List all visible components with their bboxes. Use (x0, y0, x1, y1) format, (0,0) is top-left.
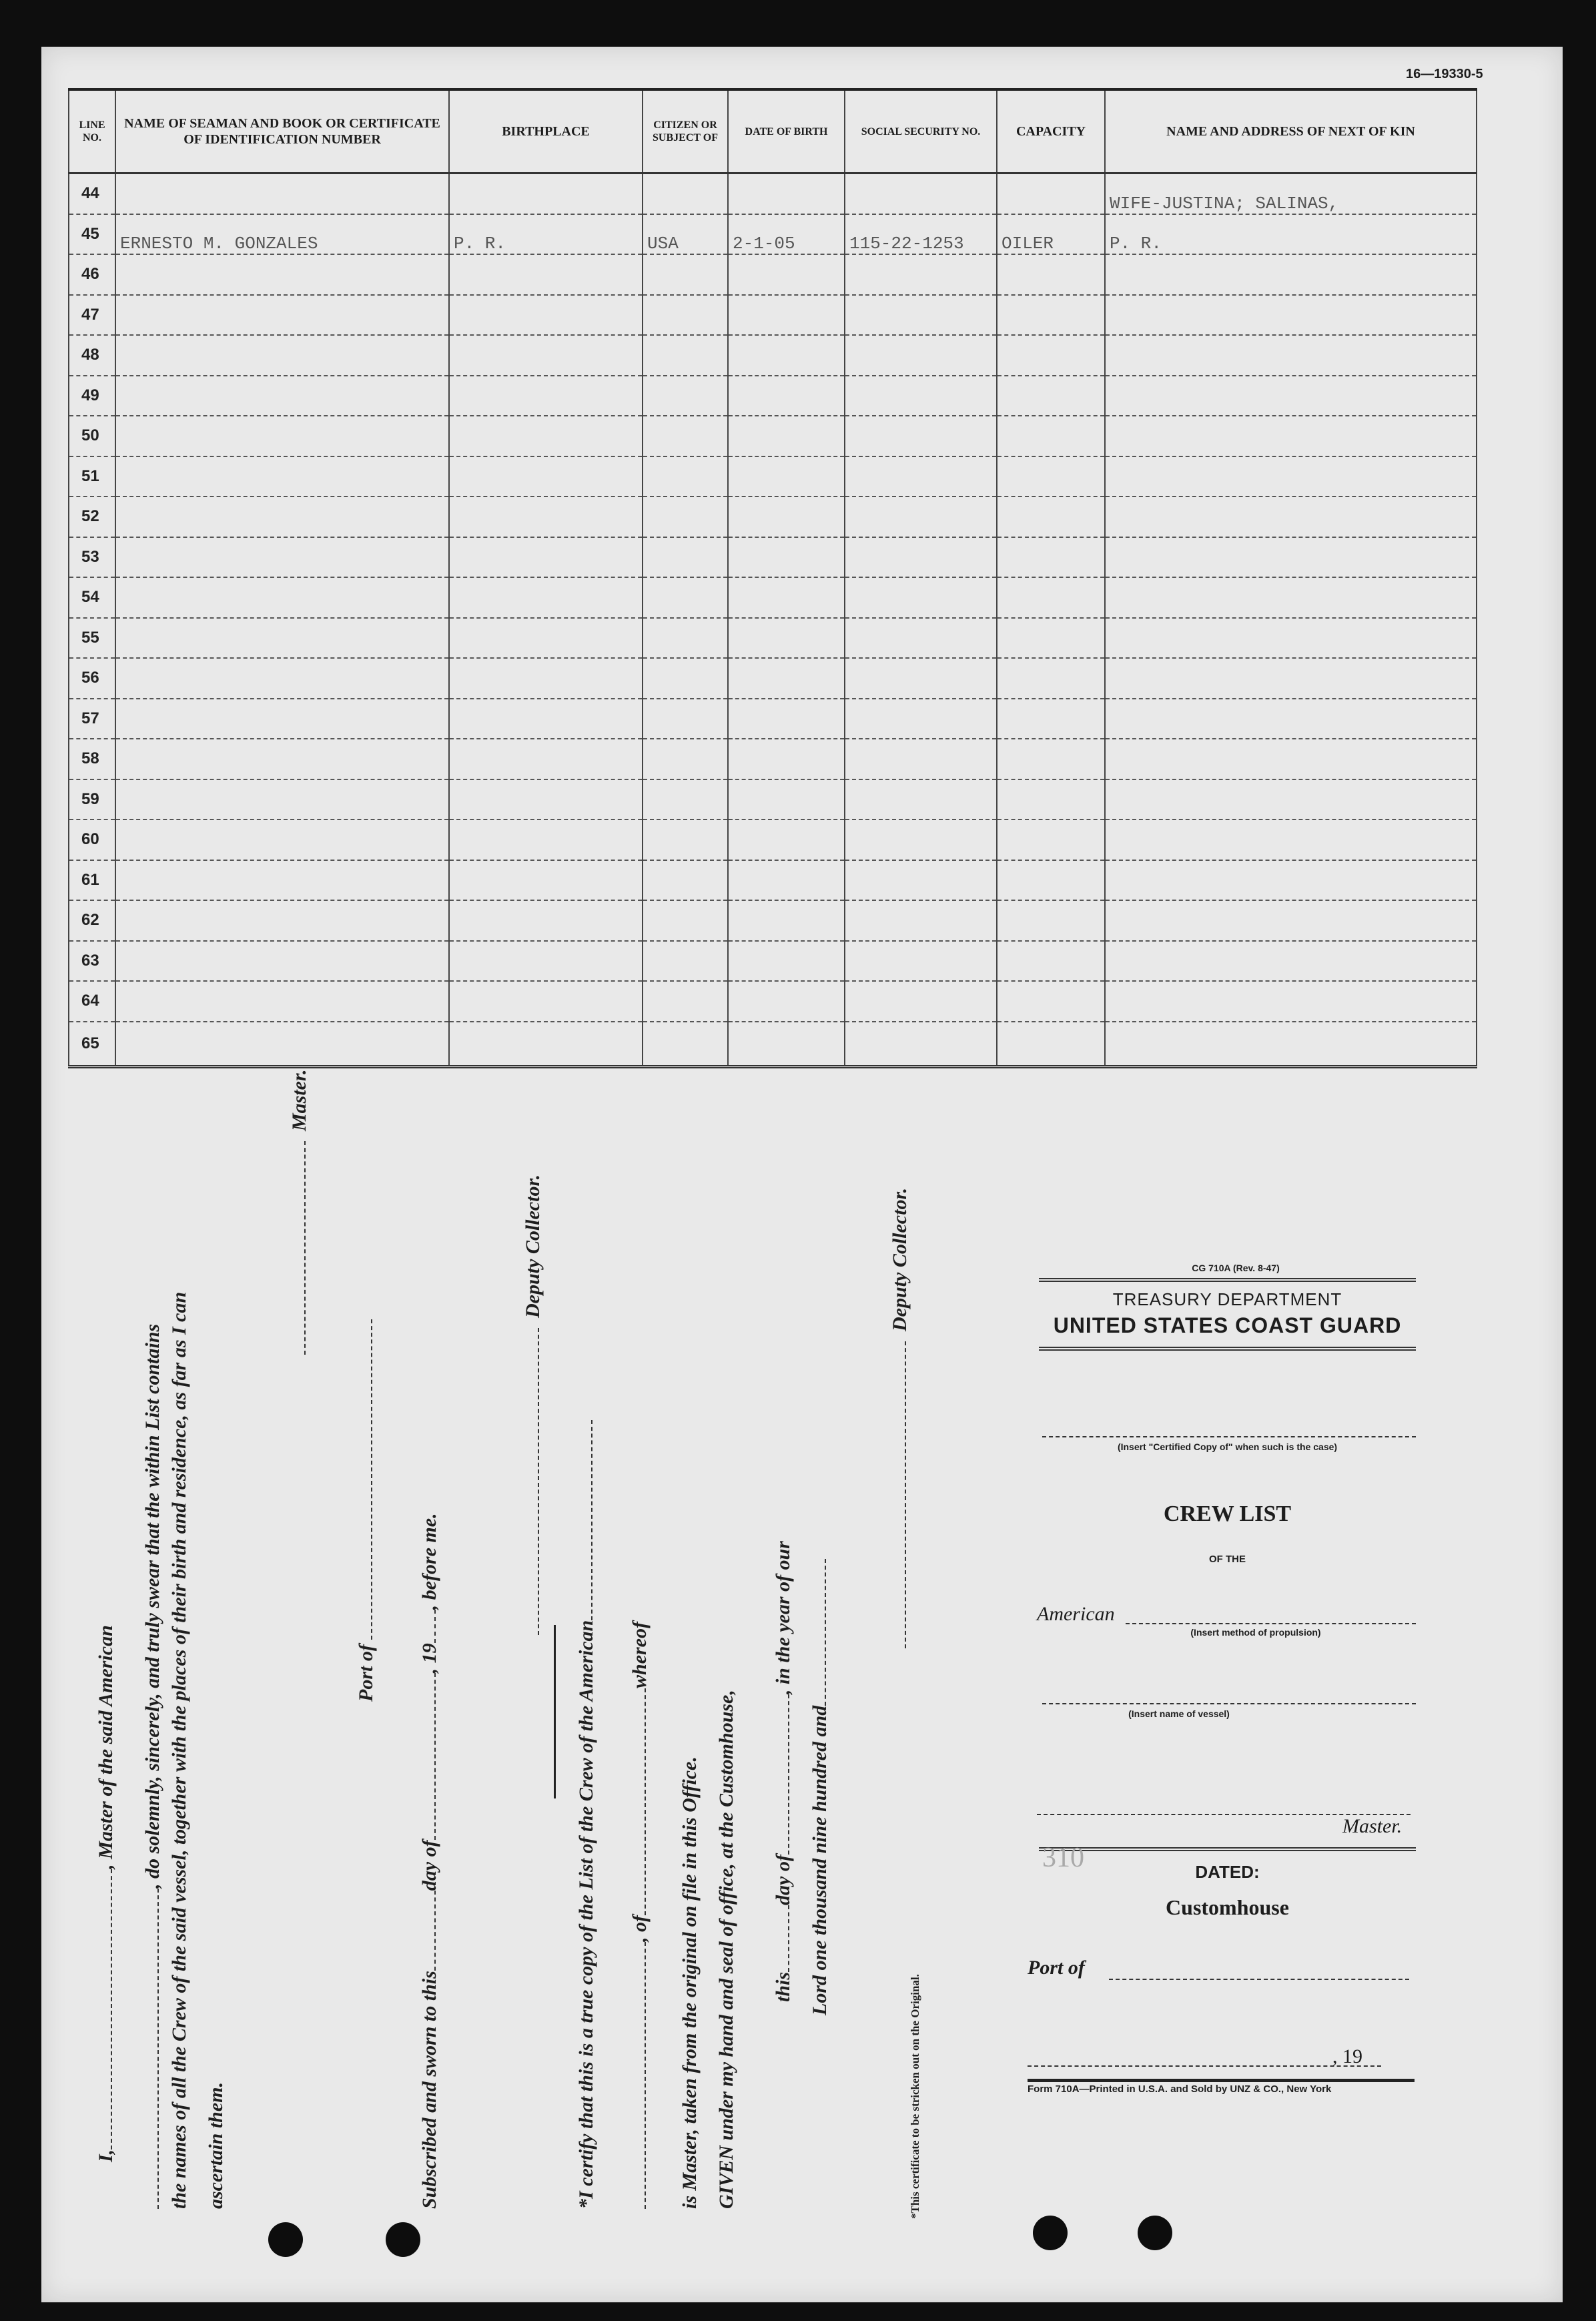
cell-citizen[interactable] (643, 496, 728, 537)
cover-rule-3 (1039, 1847, 1416, 1851)
vessel-name-blank[interactable] (157, 1889, 159, 2209)
year-blank[interactable] (434, 1610, 436, 1643)
cell-date-of-birth[interactable] (728, 335, 845, 376)
port-of-blank-cover[interactable] (1109, 1979, 1409, 1980)
cert-certify-text: *I certify that this is a true copy of the List of the Crew of the American (575, 1620, 597, 2209)
cell-capacity[interactable] (997, 537, 1105, 578)
cert-line-4: GIVEN under my hand and seal of office, at the Customhouse, (715, 1690, 737, 2209)
cell-citizen[interactable] (643, 618, 728, 659)
table-row (69, 254, 1477, 295)
cell-date-of-birth[interactable] (728, 981, 845, 1022)
cell-ssn[interactable] (845, 779, 997, 820)
cert-line-3: is Master, taken from the original on file in this Office. (679, 1756, 701, 2209)
form-code: CG 710A (Rev. 8-47) (1192, 1263, 1280, 1273)
table-row (69, 537, 1477, 578)
cell-citizen[interactable] (643, 860, 728, 901)
cell-citizen[interactable] (643, 174, 728, 214)
cell-date-of-birth[interactable] (728, 496, 845, 537)
cell-ssn[interactable] (845, 860, 997, 901)
propulsion-blank[interactable] (1126, 1623, 1416, 1624)
cell-line-no: 65 (69, 1022, 115, 1067)
cell-citizen[interactable] (643, 658, 728, 699)
cert-deputy-signature-blank[interactable] (905, 1341, 906, 1648)
master-signature-blank[interactable] (304, 1141, 306, 1355)
cert-line-2 (629, 1622, 651, 2209)
cell-seaman-name[interactable] (115, 699, 449, 739)
cell-date-of-birth[interactable] (728, 900, 845, 941)
coast-guard: UNITED STATES COAST GUARD (1053, 1313, 1402, 1337)
cell-seaman-name[interactable] (115, 174, 449, 214)
cell-seaman-name[interactable] (115, 496, 449, 537)
cell-date-of-birth[interactable] (728, 1022, 845, 1067)
cell-ssn[interactable] (845, 699, 997, 739)
cell-seaman-name[interactable] (115, 779, 449, 820)
oath-master-sig (288, 1069, 311, 1355)
cell-line-no: 53 (69, 537, 115, 578)
cell-birthplace[interactable] (449, 174, 643, 214)
cell-ssn[interactable] (845, 254, 997, 295)
table-row (69, 981, 1477, 1022)
stamp-number: 310 (1042, 1843, 1084, 1873)
cert-whereof-label: whereof (629, 1622, 651, 1688)
insert-vessel-note: (Insert name of vessel) (1128, 1708, 1230, 1719)
subscribed-label: Subscribed and sworn to this (418, 1971, 440, 2209)
cell-date-of-birth[interactable] (728, 658, 845, 699)
cell-seaman-name[interactable] (115, 295, 449, 336)
col-line-no: LINE NO. (69, 89, 115, 174)
cell-ssn[interactable] (845, 739, 997, 779)
cell-seaman-name[interactable] (115, 376, 449, 416)
crew-list-form-page (41, 47, 1563, 2302)
cell-capacity[interactable] (997, 456, 1105, 497)
cell-ssn[interactable] (845, 335, 997, 376)
table-header-row (69, 89, 1477, 174)
table-row (69, 860, 1477, 901)
cell-next-of-kin[interactable] (1105, 900, 1477, 941)
col-capacity: CAPACITY (997, 89, 1105, 174)
cell-ssn[interactable] (845, 456, 997, 497)
punch-hole (386, 2222, 420, 2257)
cell-date-of-birth[interactable] (728, 779, 845, 820)
cert-of-label: , of (629, 1915, 651, 1942)
cell-seaman-name[interactable] (115, 254, 449, 295)
form-number: 16—19330-5 (1406, 67, 1483, 81)
table-row (69, 416, 1477, 456)
cell-birthplace[interactable] (449, 819, 643, 860)
cell-birthplace[interactable] (449, 900, 643, 941)
cell-next-of-kin[interactable] (1105, 335, 1477, 376)
cell-citizen[interactable] (643, 376, 728, 416)
cell-citizen[interactable]: USA (643, 214, 728, 255)
dated-label: DATED: (1195, 1862, 1260, 1882)
cell-seaman-name[interactable] (115, 1022, 449, 1067)
vessel-name-blank-cover[interactable] (1042, 1703, 1416, 1704)
cell-citizen[interactable] (643, 254, 728, 295)
cell-next-of-kin[interactable] (1105, 1022, 1477, 1067)
table-row (69, 214, 1477, 255)
cell-birthplace[interactable] (449, 254, 643, 295)
cell-capacity[interactable] (997, 416, 1105, 456)
cert-deputy (889, 1188, 911, 1648)
oath-line-3: the names of all the Crew of the said vessel, together with the places of their birth and residence, as far as I can (168, 1291, 190, 2209)
cell-date-of-birth[interactable] (728, 699, 845, 739)
table-row (69, 456, 1477, 497)
cert-deputy-label: Deputy Collector. (889, 1188, 911, 1331)
cell-ssn[interactable] (845, 577, 997, 618)
cell-capacity[interactable] (997, 699, 1105, 739)
cell-line-no: 48 (69, 335, 115, 376)
cell-line-no: 47 (69, 295, 115, 336)
cell-ssn[interactable] (845, 295, 997, 336)
cell-birthplace[interactable] (449, 779, 643, 820)
cell-capacity[interactable] (997, 658, 1105, 699)
cell-capacity[interactable]: OILER (997, 214, 1105, 255)
cell-ssn[interactable] (845, 537, 997, 578)
cell-next-of-kin[interactable] (1105, 739, 1477, 779)
cell-next-of-kin[interactable]: WIFE-JUSTINA; SALINAS, (1105, 174, 1477, 214)
cell-capacity[interactable] (997, 496, 1105, 537)
oath-deputy (522, 1175, 544, 1635)
punch-hole (268, 2222, 303, 2257)
cell-next-of-kin[interactable] (1105, 537, 1477, 578)
cell-capacity[interactable] (997, 1022, 1105, 1067)
cell-birthplace[interactable] (449, 416, 643, 456)
month-blank[interactable] (434, 1673, 436, 1840)
cell-line-no: 57 (69, 699, 115, 739)
deputy-signature-blank[interactable] (538, 1328, 539, 1635)
cell-seaman-name[interactable] (115, 739, 449, 779)
cell-date-of-birth[interactable] (728, 537, 845, 578)
oath-i: I, (95, 2149, 117, 2162)
table-row (69, 900, 1477, 941)
master-name-blank[interactable] (111, 1869, 112, 2149)
cell-ssn[interactable] (845, 941, 997, 982)
cell-seaman-name[interactable]: ERNESTO M. GONZALES (115, 214, 449, 255)
cell-birthplace[interactable] (449, 295, 643, 336)
cell-ssn[interactable] (845, 900, 997, 941)
cell-capacity[interactable] (997, 900, 1105, 941)
american-label: American (1037, 1603, 1115, 1625)
date-blank-cover[interactable] (1028, 2065, 1381, 2067)
cover-bottom-rule (1028, 2079, 1415, 2082)
cell-capacity[interactable] (997, 819, 1105, 860)
cell-date-of-birth[interactable] (728, 174, 845, 214)
cell-next-of-kin[interactable] (1105, 376, 1477, 416)
cell-line-no: 49 (69, 376, 115, 416)
cell-date-of-birth[interactable] (728, 416, 845, 456)
cell-birthplace[interactable]: P. R. (449, 214, 643, 255)
cert-lord-label: Lord one thousand nine hundred and (809, 1705, 831, 2015)
table-row (69, 174, 1477, 214)
cell-ssn[interactable] (845, 981, 997, 1022)
cell-next-of-kin[interactable] (1105, 819, 1477, 860)
cell-next-of-kin[interactable] (1105, 941, 1477, 982)
cell-date-of-birth[interactable] (728, 941, 845, 982)
cell-capacity[interactable] (997, 779, 1105, 820)
cell-date-of-birth[interactable] (728, 295, 845, 336)
punch-hole (1033, 2216, 1068, 2250)
cell-date-of-birth[interactable] (728, 860, 845, 901)
cell-date-of-birth[interactable] (728, 376, 845, 416)
oath-line-2 (141, 1324, 164, 2209)
cell-next-of-kin[interactable] (1105, 295, 1477, 336)
cell-line-no: 44 (69, 174, 115, 214)
cell-citizen[interactable] (643, 295, 728, 336)
cell-line-no: 52 (69, 496, 115, 537)
cell-citizen[interactable] (643, 537, 728, 578)
cell-date-of-birth[interactable] (728, 819, 845, 860)
table-row (69, 658, 1477, 699)
cell-capacity[interactable] (997, 618, 1105, 659)
cell-birthplace[interactable] (449, 618, 643, 659)
cell-date-of-birth[interactable] (728, 577, 845, 618)
cell-birthplace[interactable] (449, 1022, 643, 1067)
of-the-label: OF THE (1209, 1554, 1246, 1565)
table-row (69, 819, 1477, 860)
cert-line-5 (772, 1541, 795, 2002)
year-label: , 19 (418, 1643, 440, 1674)
cert-line-1 (575, 1420, 598, 2209)
cover-top-rule (1039, 1278, 1416, 1282)
oath-subscribed (418, 1513, 441, 2209)
cell-capacity[interactable] (997, 376, 1105, 416)
cell-birthplace[interactable] (449, 981, 643, 1022)
cell-seaman-name[interactable] (115, 981, 449, 1022)
table-row (69, 739, 1477, 779)
day-of-label: day of (418, 1840, 440, 1891)
cell-line-no: 62 (69, 900, 115, 941)
table-row (69, 1022, 1477, 1067)
cell-citizen[interactable] (643, 900, 728, 941)
cell-ssn[interactable] (845, 496, 997, 537)
certified-copy-blank[interactable] (1042, 1436, 1416, 1437)
cell-citizen[interactable] (643, 577, 728, 618)
year-label-cover: , 19 (1332, 2045, 1362, 2067)
cell-birthplace[interactable] (449, 496, 643, 537)
cell-line-no: 45 (69, 214, 115, 255)
cell-seaman-name[interactable] (115, 658, 449, 699)
cell-birthplace[interactable] (449, 537, 643, 578)
cell-ssn[interactable] (845, 376, 997, 416)
cell-citizen[interactable] (643, 1022, 728, 1067)
cell-line-no: 63 (69, 941, 115, 982)
cell-capacity[interactable] (997, 335, 1105, 376)
cell-seaman-name[interactable] (115, 577, 449, 618)
cell-seaman-name[interactable] (115, 941, 449, 982)
master-label: Master. (288, 1069, 310, 1131)
oath-master-of-american: , Master of the said American (95, 1625, 117, 1869)
cell-birthplace[interactable] (449, 456, 643, 497)
cert-year-blank[interactable] (825, 1559, 826, 1706)
cell-date-of-birth[interactable] (728, 739, 845, 779)
crew-list-title: CREW LIST (1163, 1502, 1292, 1526)
cell-line-no: 60 (69, 819, 115, 860)
col-name: NAME OF SEAMAN AND BOOK OR CERTIFICATE OF IDENTIFICATION NUMBER (115, 89, 449, 174)
port-of-label: Port of (355, 1644, 377, 1702)
cell-line-no: 58 (69, 739, 115, 779)
cell-next-of-kin[interactable] (1105, 618, 1477, 659)
table-row (69, 779, 1477, 820)
cert-year-of-our: , in the year of our (772, 1541, 794, 1695)
cell-citizen[interactable] (643, 941, 728, 982)
cell-ssn[interactable]: 115-22-1253 (845, 214, 997, 255)
cell-citizen[interactable] (643, 739, 728, 779)
master-label-cover: Master. (1342, 1815, 1403, 1837)
table-row (69, 941, 1477, 982)
cert-line-6 (809, 1559, 831, 2015)
treasury-dept: TREASURY DEPARTMENT (1112, 1289, 1342, 1309)
cell-citizen[interactable] (643, 819, 728, 860)
customhouse-label: Customhouse (1166, 1895, 1289, 1919)
cell-next-of-kin[interactable] (1105, 577, 1477, 618)
cell-citizen[interactable] (643, 779, 728, 820)
cell-capacity[interactable] (997, 577, 1105, 618)
cell-birthplace[interactable] (449, 577, 643, 618)
before-me-label: , before me. (418, 1513, 440, 1610)
cell-birthplace[interactable] (449, 658, 643, 699)
cell-citizen[interactable] (643, 456, 728, 497)
cell-birthplace[interactable] (449, 699, 643, 739)
insert-certified-note: (Insert "Certified Copy of" when such is the case) (1117, 1441, 1338, 1452)
cert-name-blank[interactable] (645, 1942, 646, 2209)
cell-next-of-kin[interactable] (1105, 416, 1477, 456)
oath-line-1 (95, 1625, 117, 2162)
cell-ssn[interactable] (845, 174, 997, 214)
cell-birthplace[interactable] (449, 335, 643, 376)
cell-ssn[interactable] (845, 618, 997, 659)
cell-ssn[interactable] (845, 1022, 997, 1067)
cert-this-label: this (772, 1971, 794, 2002)
cell-date-of-birth[interactable]: 2-1-05 (728, 214, 845, 255)
cell-next-of-kin[interactable] (1105, 496, 1477, 537)
cell-capacity[interactable] (997, 739, 1105, 779)
cell-date-of-birth[interactable] (728, 456, 845, 497)
cell-birthplace[interactable] (449, 376, 643, 416)
cert-footnote: *This certificate to be stricken out on the Original. (909, 1974, 921, 2219)
cell-birthplace[interactable] (449, 941, 643, 982)
cell-capacity[interactable] (997, 295, 1105, 336)
day-blank[interactable] (434, 1891, 436, 1971)
cell-birthplace[interactable] (449, 860, 643, 901)
cell-next-of-kin[interactable] (1105, 860, 1477, 901)
cert-month-blank[interactable] (788, 1694, 789, 1855)
cell-line-no: 64 (69, 981, 115, 1022)
cell-citizen[interactable] (643, 699, 728, 739)
cert-day-blank[interactable] (788, 1905, 789, 1972)
col-dob: DATE OF BIRTH (728, 89, 845, 174)
cell-capacity[interactable] (997, 174, 1105, 214)
table-row (69, 335, 1477, 376)
divider (554, 1625, 556, 1798)
cell-line-no: 55 (69, 618, 115, 659)
cell-seaman-name[interactable] (115, 618, 449, 659)
cell-line-no: 59 (69, 779, 115, 820)
cell-line-no: 61 (69, 860, 115, 901)
cert-of-blank[interactable] (645, 1688, 646, 1915)
table-row (69, 496, 1477, 537)
cell-birthplace[interactable] (449, 739, 643, 779)
cell-next-of-kin[interactable] (1105, 658, 1477, 699)
table-row (69, 699, 1477, 739)
oath-line-4: ascertain them. (205, 2081, 227, 2209)
cell-capacity[interactable] (997, 981, 1105, 1022)
insert-method-note: (Insert method of propulsion) (1190, 1627, 1321, 1638)
port-of-blank[interactable] (371, 1319, 372, 1640)
col-kin: NAME AND ADDRESS OF NEXT OF KIN (1105, 89, 1477, 174)
col-birthplace: BIRTHPLACE (449, 89, 643, 174)
punch-hole (1138, 2216, 1172, 2250)
table-row (69, 295, 1477, 336)
cell-ssn[interactable] (845, 416, 997, 456)
cell-seaman-name[interactable] (115, 335, 449, 376)
cell-seaman-name[interactable] (115, 819, 449, 860)
cell-ssn[interactable] (845, 658, 997, 699)
cell-citizen[interactable] (643, 335, 728, 376)
cell-line-no: 50 (69, 416, 115, 456)
cert-vessel-blank[interactable] (591, 1420, 592, 1620)
crew-table (68, 88, 1477, 1068)
port-of-label-cover: Port of (1028, 1957, 1085, 1979)
cell-capacity[interactable] (997, 860, 1105, 901)
cell-line-no: 54 (69, 577, 115, 618)
cell-seaman-name[interactable] (115, 860, 449, 901)
cell-date-of-birth[interactable] (728, 254, 845, 295)
cell-citizen[interactable] (643, 416, 728, 456)
oath-port-of (355, 1319, 378, 1702)
cell-seaman-name[interactable] (115, 456, 449, 497)
cover-rule-2 (1039, 1347, 1416, 1351)
table-row (69, 577, 1477, 618)
cell-next-of-kin[interactable] (1105, 456, 1477, 497)
col-citizen: CITIZEN OR SUBJECT OF (643, 89, 728, 174)
cell-next-of-kin[interactable] (1105, 981, 1477, 1022)
cell-citizen[interactable] (643, 981, 728, 1022)
cell-next-of-kin[interactable] (1105, 779, 1477, 820)
cell-next-of-kin[interactable] (1105, 699, 1477, 739)
cell-capacity[interactable] (997, 941, 1105, 982)
cell-seaman-name[interactable] (115, 537, 449, 578)
cell-next-of-kin[interactable]: P. R. (1105, 214, 1477, 255)
cell-line-no: 56 (69, 658, 115, 699)
cert-day-of-label: day of (772, 1855, 794, 1905)
cell-seaman-name[interactable] (115, 900, 449, 941)
cell-line-no: 46 (69, 254, 115, 295)
cell-line-no: 51 (69, 456, 115, 497)
printer-note: Form 710A—Printed in U.S.A. and Sold by UNZ & CO., New York (1028, 2083, 1332, 2095)
col-ssn: SOCIAL SECURITY NO. (845, 89, 997, 174)
deputy-label: Deputy Collector. (522, 1175, 544, 1318)
oath-swear-text: , do solemnly, sincerely, and truly swear that the within List contains (141, 1323, 163, 1889)
cell-ssn[interactable] (845, 819, 997, 860)
cell-capacity[interactable] (997, 254, 1105, 295)
cell-date-of-birth[interactable] (728, 618, 845, 659)
cell-next-of-kin[interactable] (1105, 254, 1477, 295)
table-row (69, 618, 1477, 659)
table-row (69, 376, 1477, 416)
cell-seaman-name[interactable] (115, 416, 449, 456)
